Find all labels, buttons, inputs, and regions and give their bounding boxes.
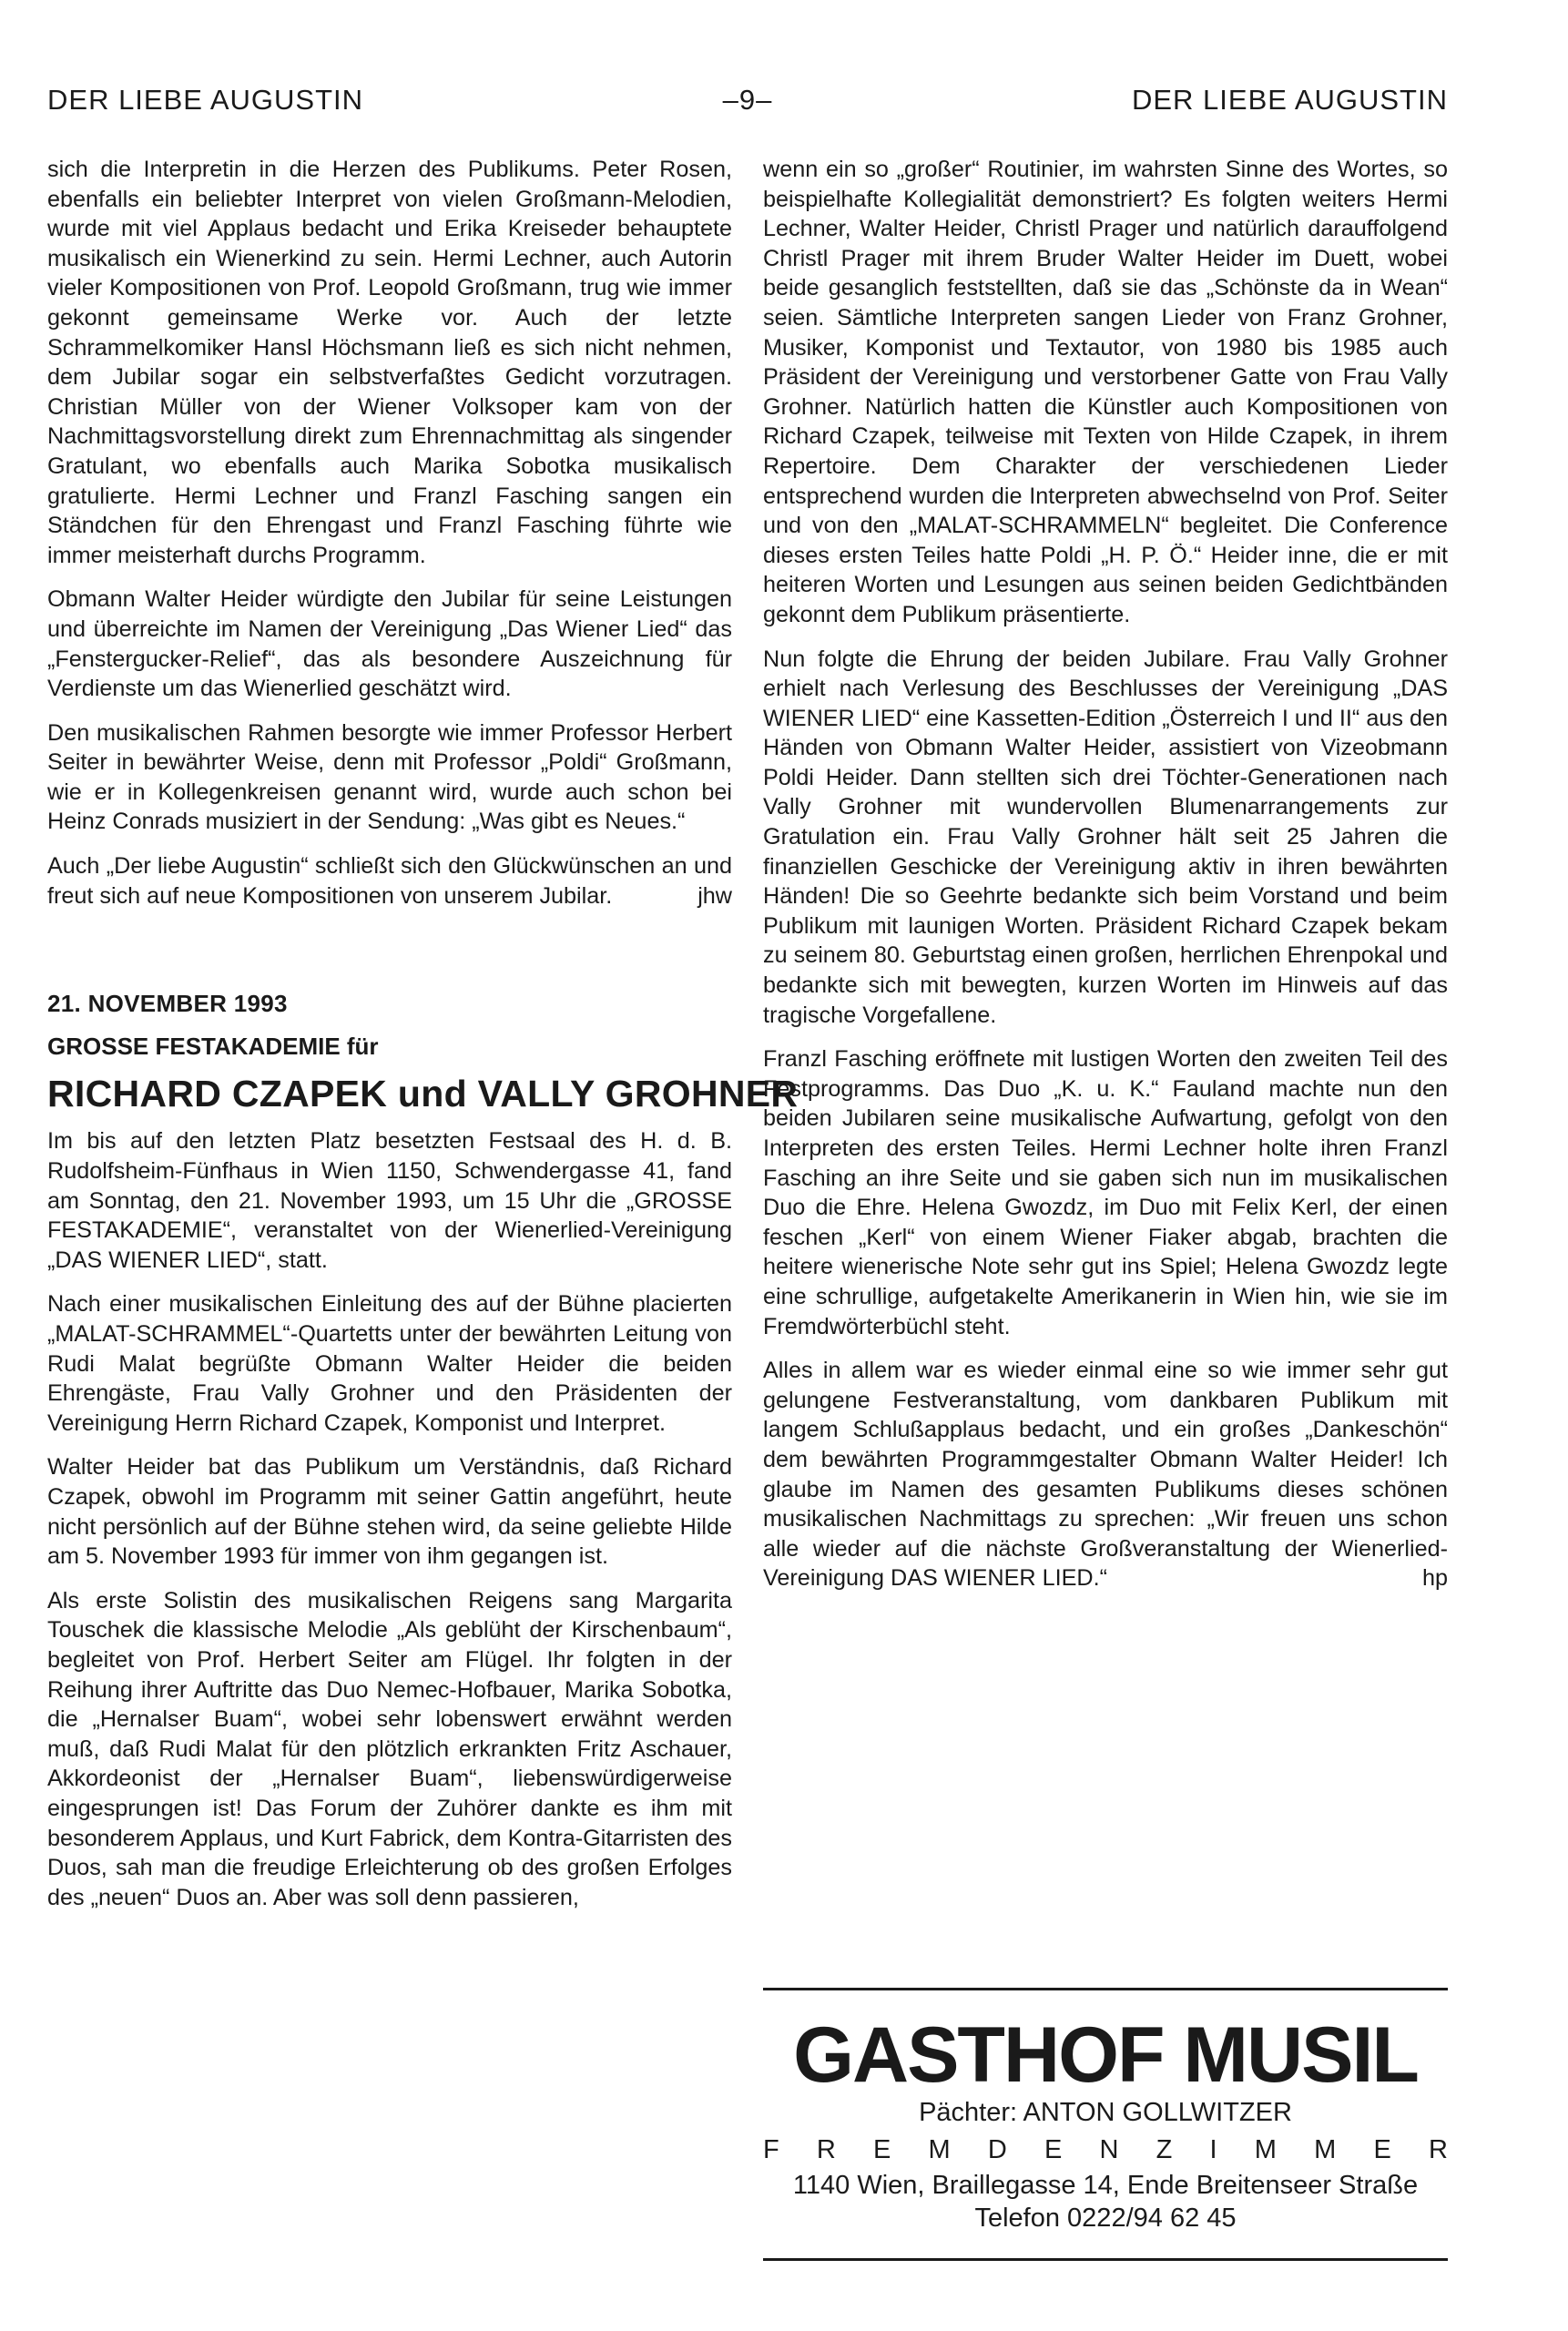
ad-rooms-letter: D (987, 2135, 1007, 2164)
page-number: –9– (722, 84, 773, 116)
ad-rooms-letter: E (1373, 2135, 1391, 2164)
left-column (47, 155, 799, 1927)
paragraph: Nach einer musikalischen Einleitung des auf der Bühne placierten „MALAT-SCHRAMMEL“-Quartetts unter der bewährten Leitung von Rudi Malat begrüßte Obmann Walter Heider die beiden Ehrengäste, Frau Vally Grohner und den Präsidenten der Vereinigung Herrn Richard Czapek, Komponist und Interpret. (47, 1291, 732, 1436)
ad-rooms-letter: M (928, 2135, 951, 2164)
paragraph: Franzl Fasching eröffnete mit lustigen Worten den zweiten Teil des Festprogramms. Das Duo „K. u. K.“ Fauland machte nun den beiden Jubilaren seine musikalische Aufwartung, gefolgt von den Interpreten des ersten Teiles. Hermi Lechner holte ihren Franzl Fasching an ihre Seite und sie gaben sich nun im musikalischen Duo die Ehre. Helena Gwozdz, im Duo mit Felix Kerl, der einen feschen „Kerl“ von einem Wiener Fiaker abgab, brachten die heitere wienerische Note sehr gut ins Spiel; Helena Gwozdz legte eine schrullige, aufgetakelte Amerikanerin in Wien hin, wie sie im Fremdwörterbüchl steht. (763, 1046, 1448, 1339)
ad-address: 1140 Wien, Braillegasse 14, Ende Breitenseer Straße (792, 2171, 1419, 2200)
ad-business-name: GASTHOF MUSIL (793, 2011, 1418, 2099)
ad-owner: Pächter: ANTON GOLLWITZER (919, 2098, 1292, 2127)
ad-rooms (763, 2133, 1448, 2167)
ad-rooms-letter: R (1428, 2135, 1448, 2164)
paragraph: wenn ein so „großer“ Routinier, im wahrsten Sinne des Wortes, so beispielhafte Kollegialität demonstriert? Es folgten weiters Hermi Lechner, Walter Heider, Christl Prager und natürlich darauffolgend Christl Prager mit ihrem Bruder Walter Heider im Duett, wobei beide gesanglich feststellten, daß sie das „Schönste da in Wean“ seien. Sämtliche Interpreten sangen Lieder von Franz Grohner, Musiker, Komponist und Textautor, von 1980 bis 1985 auch Präsident der Vereinigung und verstorbener Gatte von Frau Vally Grohner. Natürlich hatten die Künstler auch Kompositionen von Richard Czapek, teilweise mit Texten von Hilde Czapek, in ihrem Repertoire. Dem Charakter der verschiedenen Lieder entsprechend wurden die Interpreten abwechselnd von Prof. Seiter und von den „MALAT-SCHRAMMELN“ begleitet. Die Conference dieses ersten Teiles hatte Poldi „H. P. Ö.“ Heider inne, die er mit heiteren Worten und Lesungen aus seinen beiden Gedichtbänden gekonnt dem Publikum präsentierte. (763, 157, 1448, 627)
ad-rooms-letter: E (873, 2135, 891, 2164)
author-signature: jhw (697, 882, 732, 909)
paragraph: Als erste Solistin des musikalischen Reigens sang Margarita Touschek die klassische Melodie „Als geblüht der Kirschenbaum“, begleitet von Prof. Herbert Seiter am Flügel. Ihr folgten in der Reihung ihrer Auftritte das Duo Nemec-Hofbauer, Marika Sobotka, die „Hernalser Buam“, wobei sehr lobenswert erwähnt werden muß, daß Rudi Malat für den plötzlich erkrankten Fritz Aschauer, Akkordeonist der „Hernalser Buam“, liebenswürdigerweise eingesprungen ist! Das Forum der Zuhörer dankte es ihm mit besonderem Applaus, und Kurt Fabrick, dem Kontra-Gitarristen des Duos, sah man die freudige Erleichterung ob des großen Erfolges des „neuen“ Duos an. Aber was soll denn passieren, (47, 1587, 732, 1910)
paragraph (47, 851, 732, 911)
header-publication-left: DER LIEBE AUGUSTIN (47, 84, 364, 116)
ad-rooms-letter: Z (1156, 2135, 1173, 2164)
paragraph: Nun folgte die Ehrung der beiden Jubilare. Frau Vally Grohner erhielt nach Verlesung des Beschlusses der Vereinigung „DAS WIENER LIED“ eine Kassetten-Edition „Österreich I und II“ aus den Händen von Obmann Walter Heider, assistiert von Vizeobmann Poldi Heider. Dann stellten sich drei Töchter-Generationen nach Vally Grohner mit wundervollen Blumenarrangements zur Gratulation ein. Frau Vally Grohner hält seit 25 Jahren die finanziellen Geschicke der Vereinigung aktiv in ihren bewährten Händen! Die so Geehrte bedankte sich beim Vorstand und beim Publikum mit launigen Worten. Präsident Richard Czapek bekam zu seinem 80. Geburtstag einen großen, herrlichen Ehrenpokal und bedankte sich mit bewegten, kurzen Worten im Hinweis auf das tragische Vorgefallene. (763, 646, 1448, 1028)
right-column (763, 155, 1448, 1593)
ad-phone: Telefon 0222/94 62 45 (974, 2204, 1237, 2233)
article-date: 21. NOVEMBER 1993 (47, 990, 288, 1018)
paragraph (763, 1356, 1448, 1593)
paragraph-text: Alles in allem war es wieder einmal eine so wie immer sehr gut gelungene Festveranstaltung, vom dankbaren Publikum mit langem Schlußapplaus bedacht, und ein großes „Dankeschön“ dem bewährten Programmgestalter Obmann Walter Heider! Ich glaube im Namen des gesamten Publikums dieses schönen musikalischen Nachmittags zu sprechen: „Wir freuen uns schon alle wieder auf die nächste Großveranstaltung der Wienerlied-Vereinigung DAS WIENER LIED.“ (763, 1358, 1448, 1592)
ad-rooms-letter: M (1254, 2135, 1277, 2164)
page-header (47, 84, 1448, 124)
paragraph: Obmann Walter Heider würdigte den Jubilar für seine Leistungen und überreichte im Namen der Vereinigung „Das Wiener Lied“ das „Fenstergucker-Relief“, das als besondere Auszeichnung für Verdienste um das Wienerlied geschätzt wird. (47, 586, 732, 702)
author-signature: hp (1421, 1565, 1448, 1592)
ad-rooms-letter: N (1099, 2135, 1119, 2164)
paragraph-text: Auch „Der liebe Augustin“ schließt sich den Glückwünschen an und freut sich auf neue Kompositionen von unserem Jubilar. (47, 853, 732, 909)
article-subtitle: GROSSE FESTAKADEMIE für (47, 1032, 379, 1060)
advertisement-gasthof (763, 1988, 1448, 2261)
header-publication-right: DER LIEBE AUGUSTIN (1131, 84, 1448, 116)
article-title: RICHARD CZAPEK und VALLY GROHNER (47, 1073, 799, 1115)
paragraph: Den musikalischen Rahmen besorgte wie immer Professor Herbert Seiter in bewährter Weise, denn mit Professor „Poldi“ Großmann, wie er in Kollegenkreisen genannt wird, wurde auch schon bei Heinz Conrads musiziert in der Sendung: „Was gibt es Neues.“ (47, 719, 732, 835)
paragraph: Walter Heider bat das Publikum um Verständnis, daß Richard Czapek, obwohl im Programm mit seiner Gattin angeführt, heute nicht persönlich auf der Bühne stehen wird, da seine geliebte Hilde am 5. November 1993 für immer von ihm gegangen ist. (47, 1454, 732, 1570)
ad-rooms-letter: E (1044, 2135, 1063, 2164)
paragraph: sich die Interpretin in die Herzen des Publikums. Peter Rosen, ebenfalls ein beliebter Interpret von vielen Großmann-Melodien, wurde mit viel Applaus bedacht und Erika Kreiseder behauptete musikalisch ein Wienerkind zu sein. Hermi Lechner, auch Autorin vieler Kompositionen von Prof. Leopold Großmann, trug wie immer gekonnt gemeinsame Werke vor. Auch der letzte Schrammelkomiker Hansl Höchsmann ließ es sich nicht nehmen, dem Jubilar sogar ein selbstverfaßtes Gedicht vorzutragen. Christian Müller von der Wiener Volksoper kam von der Nachmittagsvorstellung direkt zum Ehrennachmittag als singender Gratulant, wo ebenfalls auch Marika Sobotka musikalisch gratulierte. Hermi Lechner und Franzl Fasching sangen ein Ständchen für den Ehrengast und Franzl Fasching führte wie immer meisterhaft durchs Programm. (47, 157, 732, 568)
ad-rooms-letter: I (1209, 2135, 1217, 2164)
ad-rooms-letter: F (763, 2135, 779, 2164)
ad-rooms-letter: M (1314, 2135, 1337, 2164)
paragraph: Im bis auf den letzten Platz besetzten Festsaal des H. d. B. Rudolfsheim-Fünfhaus in Wien 1150, Schwendergasse 41, fand am Sonntag, den 21. November 1993, um 15 Uhr die „GROSSE FESTAKADEMIE“, veranstaltet von der Wienerlied-Vereinigung „DAS WIENER LIED“, statt. (47, 1128, 732, 1273)
ad-rooms-letter: R (816, 2135, 836, 2164)
